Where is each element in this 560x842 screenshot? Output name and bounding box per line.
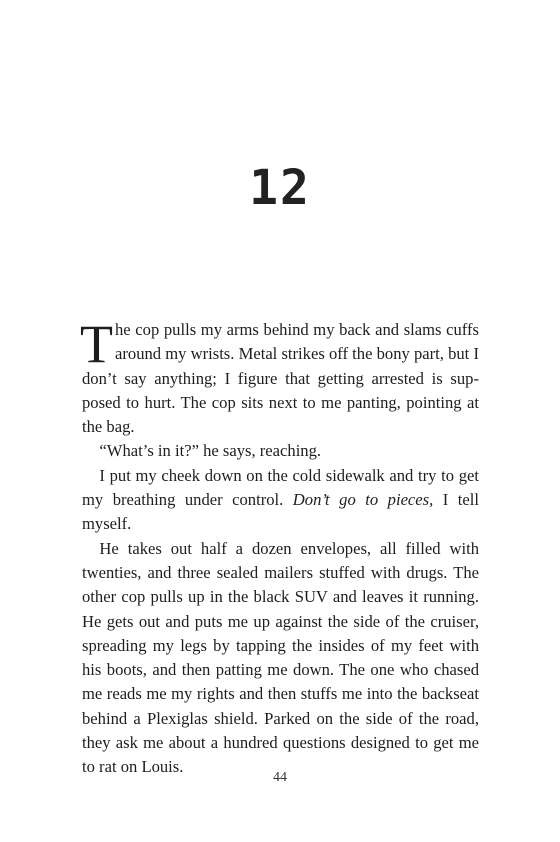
paragraph-3-italic: Don’t go to pieces, (292, 490, 434, 510)
paragraph-3 (82, 464, 479, 537)
drop-cap: T (80, 314, 113, 374)
chapter-body (80, 314, 479, 780)
chapter-number: 12 (249, 160, 311, 216)
paragraph-4: He takes out half a dozen envelopes, all filled with twenties, and three sealed mailers stuffed with drugs. The other cop pulls up in the black SUV and leaves it running. He gets out and puts me up against the side of the cruiser, spreading my legs by tapping the insides of my feet with his boots, and then patting me down. The one who chased me reads me my rights and then stuffs me into the backseat behind a Plexiglas shield. Parked on the side of the road, they ask me about a hundred questions designed to get me to rat on Louis. (82, 538, 479, 777)
page-number: 44 (273, 770, 287, 785)
paragraph-1-text: he cop pulls my arms behind my back and slams cuffs around my wrists. Metal strikes off the bony part, but I don’t say anything; I figure that getting arrested is supposed to hurt. The cop sits next to me panting, pointing at the bag. (82, 320, 479, 437)
paragraph-3-text-after: I tell myself. (82, 490, 479, 534)
paragraph-2: “What’s in it?” he says, reaching. (99, 441, 322, 461)
paragraph-3-text-before: I put my cheek down on the cold sidewalk and try to get my breathing under control. (82, 465, 479, 510)
paragraph-1 (80, 314, 479, 439)
